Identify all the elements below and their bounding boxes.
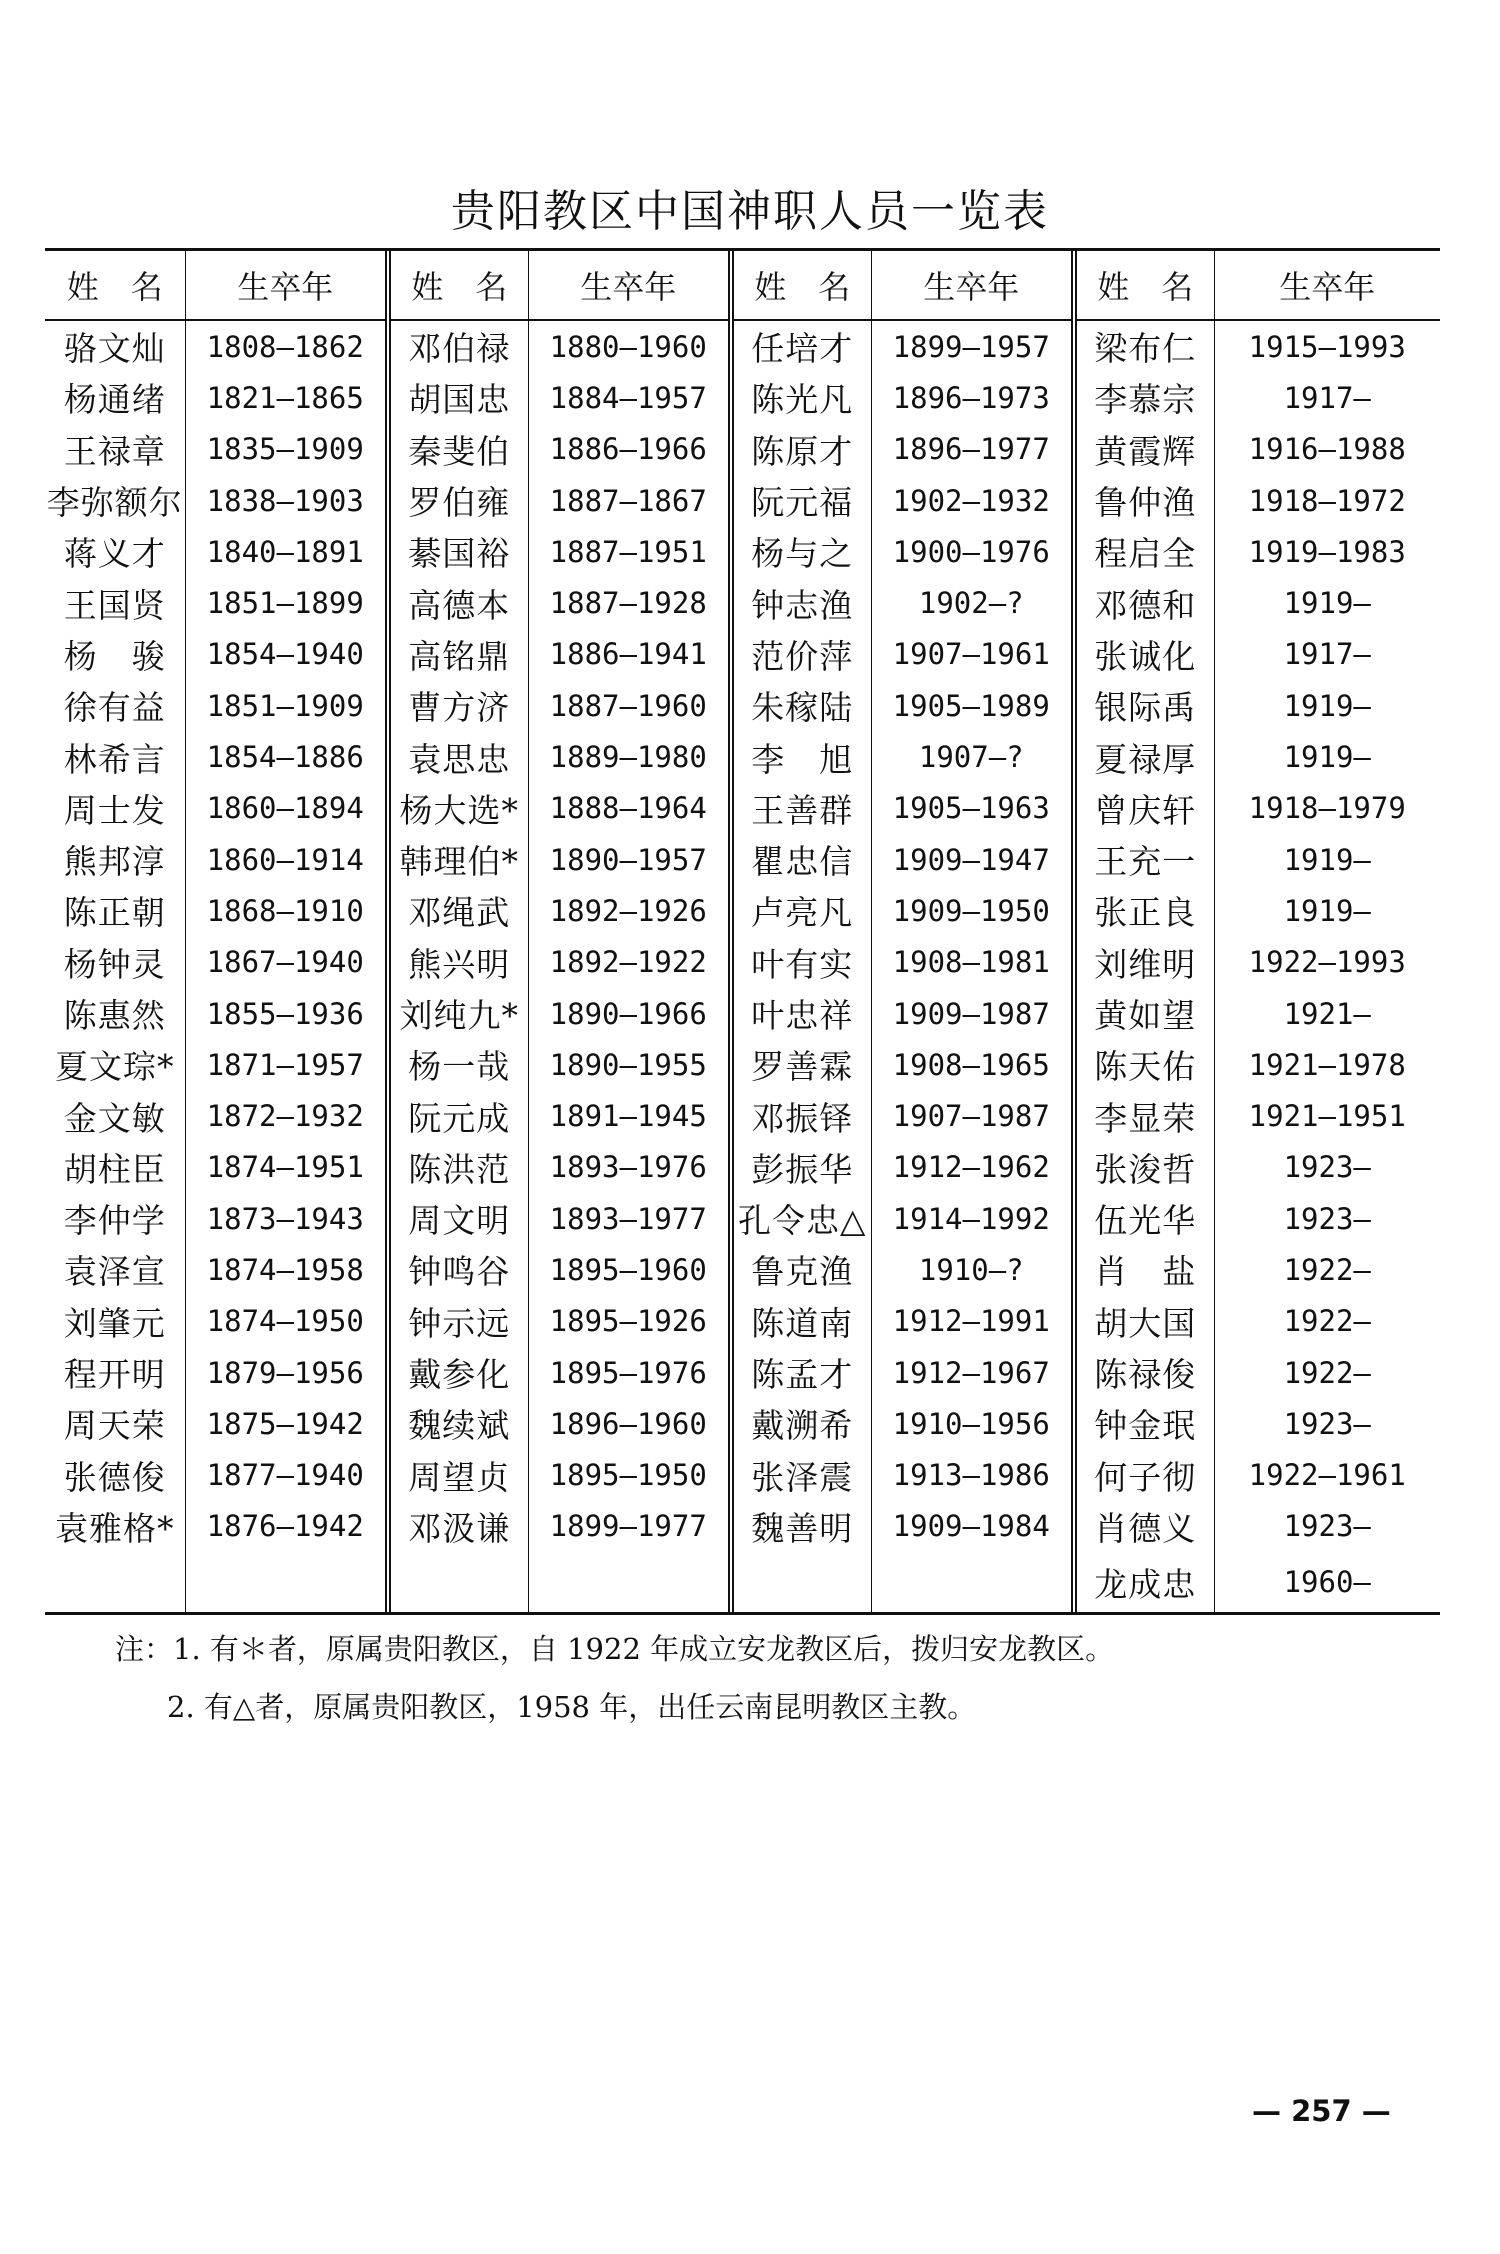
- cell-years: 1912—1962: [871, 1142, 1074, 1193]
- cell-name: 陈原才: [731, 424, 871, 475]
- cell-years: 1921—1978: [1248, 1047, 1406, 1082]
- cell-name: 魏善明: [731, 1501, 871, 1552]
- cell-name: 胡柱臣: [45, 1142, 185, 1193]
- cell-name: 黄霞辉: [1074, 424, 1214, 475]
- cell-name: 李仲学: [45, 1193, 185, 1244]
- cell-name: 叶忠祥: [731, 988, 871, 1039]
- cell-name: 綦国裕: [388, 526, 528, 577]
- cell-name: 范价萍: [731, 629, 871, 680]
- table-row: [45, 1142, 1440, 1193]
- cell-years: 1905—1963: [871, 783, 1074, 834]
- table-row: [45, 577, 1440, 628]
- cell-years: 1908—1981: [871, 937, 1074, 988]
- cell-name: 徐有益: [45, 680, 185, 731]
- cell-years: 1835—1909: [185, 424, 388, 475]
- cell-name: 张诚化: [1074, 629, 1214, 680]
- cell-years: 1860—1894: [185, 783, 388, 834]
- cell-name: 袁泽宣: [45, 1244, 185, 1295]
- cell-years: 1873—1943: [185, 1193, 388, 1244]
- cell-years: 1890—1957: [528, 834, 731, 885]
- table-row: [45, 1501, 1440, 1552]
- table-row: [45, 372, 1440, 423]
- cell-name: 张德俊: [45, 1450, 185, 1501]
- cell-years: 1838—1903: [185, 475, 388, 526]
- cell-years: 1908—1965: [871, 1039, 1074, 1090]
- table-row: [45, 1244, 1440, 1295]
- table-row: [45, 988, 1440, 1039]
- cell-name: 陈光凡: [731, 372, 871, 423]
- cell-years: 1875—1942: [185, 1398, 388, 1449]
- cell-years: 1909—1950: [871, 885, 1074, 936]
- cell-name: 杨大选*: [388, 783, 528, 834]
- cell-years: 1854—1940: [185, 629, 388, 680]
- cell-years: 1909—1947: [871, 834, 1074, 885]
- header-years: 生卒年: [1214, 251, 1440, 320]
- cell-name: 瞿忠信: [731, 834, 871, 885]
- table-row: [45, 629, 1440, 680]
- cell-name: 金文敏: [45, 1090, 185, 1141]
- cell-years: 1892—1926: [528, 885, 731, 936]
- cell-name: 周望贞: [388, 1450, 528, 1501]
- cell-years: 1923—: [1283, 1150, 1371, 1185]
- cell-years: 1919—: [1283, 586, 1371, 621]
- cell-name: 伍光华: [1074, 1193, 1214, 1244]
- cell-name: 秦斐伯: [388, 424, 528, 475]
- table-row: [45, 680, 1440, 731]
- cell-name: 罗善霖: [731, 1039, 871, 1090]
- cell-years: 1919—: [1283, 688, 1371, 723]
- cell-years: 1916—1988: [1248, 432, 1406, 467]
- cell-years: 1921—: [1283, 996, 1371, 1031]
- cell-name: [731, 1552, 871, 1612]
- cell-years: 1808—1862: [185, 320, 388, 372]
- cell-years: 1922—: [1283, 1304, 1371, 1339]
- cell-name: 肖德义: [1074, 1501, 1214, 1552]
- cell-years: 1854—1886: [185, 731, 388, 782]
- cell-name: 蒋义才: [45, 526, 185, 577]
- cell-years: 1889—1980: [528, 731, 731, 782]
- page-number: — 257 —: [1252, 2094, 1391, 2128]
- cell-years: 1886—1966: [528, 424, 731, 475]
- cell-years: 1913—1986: [871, 1450, 1074, 1501]
- cell-name: 王善群: [731, 783, 871, 834]
- cell-name: 戴溯希: [731, 1398, 871, 1449]
- cell-years: 1876—1942: [185, 1501, 388, 1552]
- cell-name: [45, 1552, 185, 1612]
- cell-name: 李弥额尔: [45, 475, 185, 526]
- header-years: 生卒年: [871, 251, 1074, 320]
- cell-name: 鲁克渔: [731, 1244, 871, 1295]
- cell-name: 高德本: [388, 577, 528, 628]
- table-row: [45, 1296, 1440, 1347]
- cell-years: 1912—1991: [871, 1296, 1074, 1347]
- cell-years: 1895—1926: [528, 1296, 731, 1347]
- cell-name: 张泽震: [731, 1450, 871, 1501]
- cell-years: 1895—1960: [528, 1244, 731, 1295]
- cell-years: 1884—1957: [528, 372, 731, 423]
- cell-name: 张正良: [1074, 885, 1214, 936]
- cell-years: 1921—1951: [1248, 1099, 1406, 1134]
- cell-name: 杨 骏: [45, 629, 185, 680]
- cell-years: 1851—1909: [185, 680, 388, 731]
- cell-years: 1919—: [1283, 740, 1371, 775]
- table-row: [45, 424, 1440, 475]
- header-name: 姓 名: [388, 251, 528, 320]
- cell-years: 1910—1956: [871, 1398, 1074, 1449]
- cell-name: 曾庆轩: [1074, 783, 1214, 834]
- header-name: 姓 名: [731, 251, 871, 320]
- cell-years: 1860—1914: [185, 834, 388, 885]
- table-row: [45, 1193, 1440, 1244]
- cell-name: 杨通绪: [45, 372, 185, 423]
- cell-name: 杨钟灵: [45, 937, 185, 988]
- cell-name: 杨与之: [731, 526, 871, 577]
- cell-name: 肖 盐: [1074, 1244, 1214, 1295]
- cell-years: 1923—: [1283, 1406, 1371, 1441]
- clergy-table-wrapper: [45, 248, 1440, 1615]
- cell-name: 骆文灿: [45, 320, 185, 372]
- cell-name: 高铭鼎: [388, 629, 528, 680]
- cell-years: 1890—1955: [528, 1039, 731, 1090]
- cell-years: 1887—1960: [528, 680, 731, 731]
- header-name: 姓 名: [45, 251, 185, 320]
- cell-name: 戴参化: [388, 1347, 528, 1398]
- cell-name: 王禄章: [45, 424, 185, 475]
- cell-years: 1874—1958: [185, 1244, 388, 1295]
- cell-name: 邓振铎: [731, 1090, 871, 1141]
- cell-years: 1922—: [1283, 1252, 1371, 1287]
- table-row: [45, 1039, 1440, 1090]
- cell-years: 1893—1976: [528, 1142, 731, 1193]
- cell-name: 胡国忠: [388, 372, 528, 423]
- cell-years: 1899—1957: [871, 320, 1074, 372]
- cell-years: [871, 1552, 1074, 1612]
- cell-years: 1902—?: [871, 577, 1074, 628]
- cell-years: 1919—1983: [1248, 534, 1406, 569]
- cell-years: 1871—1957: [185, 1039, 388, 1090]
- cell-years: 1896—1973: [871, 372, 1074, 423]
- cell-years: 1907—1987: [871, 1090, 1074, 1141]
- cell-name: 杨一哉: [388, 1039, 528, 1090]
- cell-name: 钟示远: [388, 1296, 528, 1347]
- cell-name: 罗伯雍: [388, 475, 528, 526]
- cell-name: 朱稼陆: [731, 680, 871, 731]
- cell-years: 1917—: [1283, 637, 1371, 672]
- cell-name: 夏文琮*: [45, 1039, 185, 1090]
- cell-name: 王充一: [1074, 834, 1214, 885]
- cell-years: 1909—1987: [871, 988, 1074, 1039]
- cell-name: 李慕宗: [1074, 372, 1214, 423]
- cell-years: 1902—1932: [871, 475, 1074, 526]
- cell-name: 陈孟才: [731, 1347, 871, 1398]
- cell-name: 程开明: [45, 1347, 185, 1398]
- table-row: [45, 320, 1440, 372]
- cell-years: 1899—1977: [528, 1501, 731, 1552]
- cell-name: 阮元成: [388, 1090, 528, 1141]
- cell-years: 1888—1964: [528, 783, 731, 834]
- cell-name: 任培才: [731, 320, 871, 372]
- cell-years: 1892—1922: [528, 937, 731, 988]
- cell-name: 钟鸣谷: [388, 1244, 528, 1295]
- cell-years: 1855—1936: [185, 988, 388, 1039]
- cell-name: 陈禄俊: [1074, 1347, 1214, 1398]
- header-years: 生卒年: [185, 251, 388, 320]
- cell-name: 胡大国: [1074, 1296, 1214, 1347]
- header-name: 姓 名: [1074, 251, 1214, 320]
- footnote-1: 注：1. 有＊者，原属贵阳教区，自 1922 年成立安龙教区后，拨归安龙教区。: [115, 1632, 1115, 1666]
- cell-name: 银际禹: [1074, 680, 1214, 731]
- cell-name: 李显荣: [1074, 1090, 1214, 1141]
- cell-name: 程启全: [1074, 526, 1214, 577]
- cell-name: 周士发: [45, 783, 185, 834]
- cell-name: [388, 1552, 528, 1612]
- cell-years: 1923—: [1283, 1201, 1371, 1236]
- cell-years: 1895—1950: [528, 1450, 731, 1501]
- cell-name: 刘肇元: [45, 1296, 185, 1347]
- cell-name: 阮元福: [731, 475, 871, 526]
- cell-years: 1900—1976: [871, 526, 1074, 577]
- cell-name: 袁雅格*: [45, 1501, 185, 1552]
- cell-name: 邓绳武: [388, 885, 528, 936]
- table-row: [45, 1347, 1440, 1398]
- cell-years: 1879—1956: [185, 1347, 388, 1398]
- cell-years: 1909—1984: [871, 1501, 1074, 1552]
- cell-years: 1914—1992: [871, 1193, 1074, 1244]
- cell-name: 叶有实: [731, 937, 871, 988]
- cell-years: 1867—1940: [185, 937, 388, 988]
- cell-name: 魏续斌: [388, 1398, 528, 1449]
- table-row: [45, 834, 1440, 885]
- cell-years: 1960—: [1283, 1565, 1371, 1600]
- cell-years: 1922—1961: [1248, 1458, 1406, 1493]
- cell-name: 孔令忠△: [731, 1193, 871, 1244]
- cell-name: 陈惠然: [45, 988, 185, 1039]
- cell-years: 1905—1989: [871, 680, 1074, 731]
- cell-years: 1851—1899: [185, 577, 388, 628]
- cell-years: 1880—1960: [528, 320, 731, 372]
- cell-years: 1872—1932: [185, 1090, 388, 1141]
- cell-years: 1912—1967: [871, 1347, 1074, 1398]
- clergy-table: [45, 251, 1440, 1612]
- cell-years: 1887—1951: [528, 526, 731, 577]
- table-row: [45, 475, 1440, 526]
- header-years: 生卒年: [528, 251, 731, 320]
- cell-years: 1915—1993: [1248, 329, 1406, 364]
- table-row: [45, 885, 1440, 936]
- cell-years: 1886—1941: [528, 629, 731, 680]
- page-title: 贵阳教区中国神职人员一览表: [451, 186, 1049, 237]
- cell-years: 1868—1910: [185, 885, 388, 936]
- cell-years: 1874—1951: [185, 1142, 388, 1193]
- cell-years: 1918—1979: [1248, 791, 1406, 826]
- cell-name: 夏禄厚: [1074, 731, 1214, 782]
- cell-years: 1919—: [1283, 893, 1371, 928]
- cell-years: 1890—1966: [528, 988, 731, 1039]
- cell-name: 邓汲谦: [388, 1501, 528, 1552]
- cell-name: 梁布仁: [1074, 320, 1214, 372]
- table-row: [45, 937, 1440, 988]
- cell-name: 韩理伯*: [388, 834, 528, 885]
- cell-name: 鲁仲渔: [1074, 475, 1214, 526]
- table-row: [45, 1552, 1440, 1612]
- cell-years: 1922—1993: [1248, 945, 1406, 980]
- cell-name: 邓德和: [1074, 577, 1214, 628]
- cell-years: [528, 1552, 731, 1612]
- cell-name: 钟志渔: [731, 577, 871, 628]
- cell-years: 1896—1960: [528, 1398, 731, 1449]
- cell-years: 1922—: [1283, 1355, 1371, 1390]
- footnotes: [115, 1620, 1415, 1736]
- cell-name: 陈洪范: [388, 1142, 528, 1193]
- cell-years: 1821—1865: [185, 372, 388, 423]
- cell-years: 1896—1977: [871, 424, 1074, 475]
- cell-name: 何子彻: [1074, 1450, 1214, 1501]
- table-row: [45, 526, 1440, 577]
- cell-name: 彭振华: [731, 1142, 871, 1193]
- table-row: [45, 1090, 1440, 1141]
- cell-years: 1840—1891: [185, 526, 388, 577]
- cell-years: 1907—?: [871, 731, 1074, 782]
- cell-years: 1877—1940: [185, 1450, 388, 1501]
- table-row: [45, 1398, 1440, 1449]
- cell-name: 卢亮凡: [731, 885, 871, 936]
- cell-name: 李 旭: [731, 731, 871, 782]
- cell-name: 陈天佑: [1074, 1039, 1214, 1090]
- cell-years: 1917—: [1283, 380, 1371, 415]
- cell-name: 王国贤: [45, 577, 185, 628]
- cell-name: 刘维明: [1074, 937, 1214, 988]
- cell-years: 1887—1867: [528, 475, 731, 526]
- cell-name: 龙成忠: [1074, 1552, 1214, 1612]
- cell-years: 1919—: [1283, 842, 1371, 877]
- cell-name: 熊邦淳: [45, 834, 185, 885]
- cell-name: 陈正朝: [45, 885, 185, 936]
- cell-years: [185, 1552, 388, 1612]
- cell-years: 1910—?: [871, 1244, 1074, 1295]
- cell-years: 1893—1977: [528, 1193, 731, 1244]
- table-header-row: [45, 251, 1440, 320]
- cell-years: 1874—1950: [185, 1296, 388, 1347]
- cell-years: 1918—1972: [1248, 483, 1406, 518]
- cell-name: 黄如望: [1074, 988, 1214, 1039]
- cell-name: 刘纯九*: [388, 988, 528, 1039]
- cell-name: 周天荣: [45, 1398, 185, 1449]
- cell-name: 袁思忠: [388, 731, 528, 782]
- cell-years: 1891—1945: [528, 1090, 731, 1141]
- table-row: [45, 1450, 1440, 1501]
- cell-name: 张浚哲: [1074, 1142, 1214, 1193]
- cell-name: 林希言: [45, 731, 185, 782]
- cell-years: 1923—: [1283, 1509, 1371, 1544]
- cell-years: 1887—1928: [528, 577, 731, 628]
- footnote-2: 2. 有△者，原属贵阳教区，1958 年，出任云南昆明教区主教。: [167, 1690, 977, 1724]
- cell-years: 1895—1976: [528, 1347, 731, 1398]
- table-body: [45, 320, 1440, 1612]
- cell-name: 周文明: [388, 1193, 528, 1244]
- cell-name: 陈道南: [731, 1296, 871, 1347]
- cell-years: 1907—1961: [871, 629, 1074, 680]
- cell-name: 熊兴明: [388, 937, 528, 988]
- table-row: [45, 731, 1440, 782]
- cell-name: 钟金珉: [1074, 1398, 1214, 1449]
- table-row: [45, 783, 1440, 834]
- cell-name: 曹方济: [388, 680, 528, 731]
- cell-name: 邓伯禄: [388, 320, 528, 372]
